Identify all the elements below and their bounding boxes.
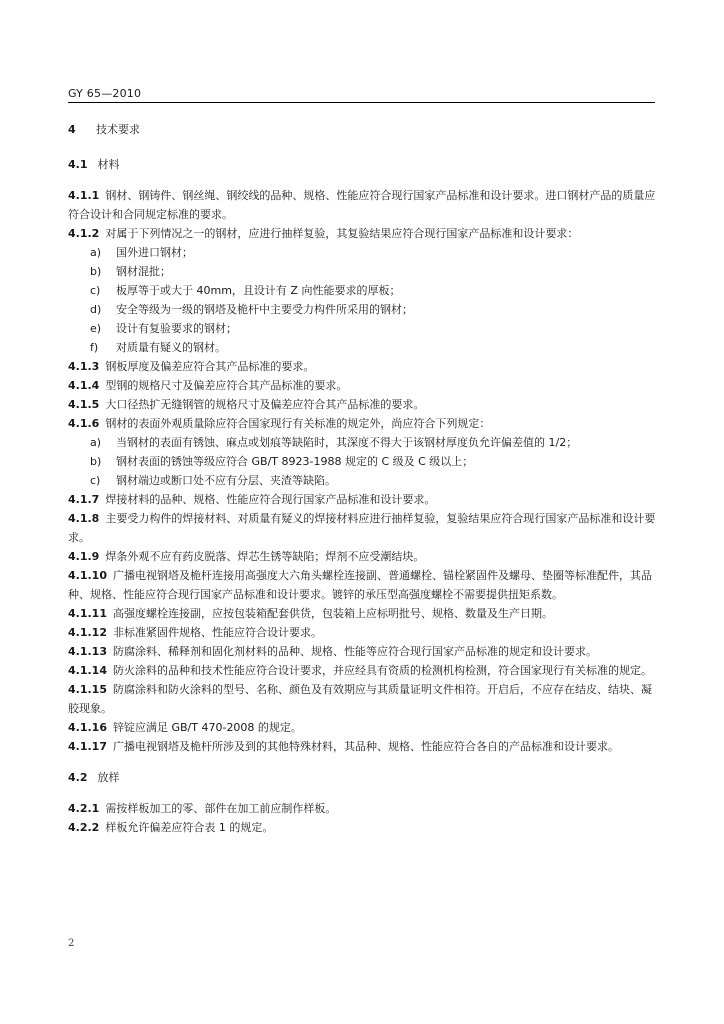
clause-4-1-5: 4.1.5 大口径热扩无缝钢管的规格尺寸及偏差应符合其产品标准的要求。 (68, 398, 425, 411)
list-item: c) 板厚等于或大于 40mm，且设计有 Z 向性能要求的厚板； (90, 284, 401, 297)
section-heading (68, 120, 658, 139)
list-item: e) 设计有复验要求的钢材； (90, 322, 237, 335)
clause-4-1-14: 4.1.14 防火涂料的品种和技术性能应符合设计要求，并应经具有资质的检测机构检测，符合国家现行有关标准的规定。 (68, 664, 652, 677)
clause-4-2-1: 4.2.1 需按样板加工的零、部件在加工前应制作样板。 (68, 802, 337, 815)
clause-4-1-13: 4.1.13 防腐涂料、稀释剂和固化剂材料的品种、规格、性能等应符合现行国家产品标准的规定和设计要求。 (68, 645, 597, 658)
subsection-number: 4.1 (68, 158, 88, 171)
subsection-heading (68, 155, 658, 174)
subsection-heading (68, 768, 658, 787)
list-item: b) 钢材混批； (90, 265, 171, 278)
list-item: a) 当钢材的表面有锈蚀、麻点或划痕等缺陷时，其深度不得大于该钢材厚度负允许偏差值的 1/2； (90, 436, 578, 449)
page-number: 2 (68, 938, 75, 949)
list-item: b) 钢材表面的锈蚀等级应符合 GB/T 8923-1988 规定的 C 级及 C 级以上； (90, 455, 474, 468)
clause-4-1-9: 4.1.9 焊条外观不应有药皮脱落、焊芯生锈等缺陷；焊剂不应受潮结块。 (68, 550, 425, 563)
clause-4-1-8: 4.1.8 主要受力构件的焊接材料、对质量有疑义的焊接材料应进行抽样复验，复验结果应符合现行国家产品标准和设计要求。 (68, 512, 656, 544)
clause-4-1-7: 4.1.7 焊接材料的品种、规格、性能应符合现行国家产品标准和设计要求。 (68, 493, 436, 506)
clause-4-1-17: 4.1.17 广播电视钢塔及桅杆所涉及到的其他特殊材料，其品种、规格、性能应符合各自的产品标准和设计要求。 (68, 740, 619, 753)
list-item: a) 国外进口钢材； (90, 246, 193, 259)
clause-4-1-1: 4.1.1 钢材、钢铸件、钢丝绳、钢绞线的品种、规格、性能应符合现行国家产品标准和设计要求。进口钢材产品的质量应符合设计和合同规定标准的要求。 (68, 189, 656, 221)
section-title: 技术要求 (96, 123, 140, 136)
clause-4-1-3: 4.1.3 钢板厚度及偏差应符合其产品标准的要求。 (68, 360, 315, 373)
clause-4-1-2: 4.1.2 对属于下列情况之一的钢材，应进行抽样复验，其复验结果应符合现行国家产品标准和设计要求： (68, 227, 579, 240)
list-item: f) 对质量有疑义的钢材。 (90, 341, 226, 354)
list-item: d) 安全等级为一级的钢塔及桅杆中主要受力构件所采用的钢材； (90, 303, 413, 316)
subsection-title: 材料 (97, 158, 120, 171)
document-body (68, 120, 658, 837)
clause-4-2-2: 4.2.2 样板允许偏差应符合表 1 的规定。 (68, 821, 274, 834)
clause-4-1-10: 4.1.10 广播电视钢塔及桅杆连接用高强度大六角头螺栓连接副、普通螺栓、锚栓紧固件及螺母、垫圈等标准配件，其品种、规格、性能应符合现行国家产品标准和设计要求。镀锌的承压型高强度螺栓不需要提供扭矩系数。 (68, 569, 652, 601)
clause-4-1-11: 4.1.11 高强度螺栓连接副，应按包装箱配套供货，包装箱上应标明批号、规格、数量及生产日期。 (68, 607, 553, 620)
subsection-number: 4.2 (68, 771, 88, 784)
list-item: c) 钢材端边或断口处不应有分层、夹渣等缺陷。 (90, 474, 336, 487)
header-rule (68, 102, 655, 103)
subsection-title: 放样 (97, 771, 120, 784)
clause-4-1-6: 4.1.6 钢材的表面外观质量除应符合国家现行有关标准的规定外，尚应符合下列规定： (68, 417, 491, 430)
clause-4-1-4: 4.1.4 型钢的规格尺寸及偏差应符合其产品标准的要求。 (68, 379, 348, 392)
standard-code: GY 65—2010 (68, 87, 142, 100)
clause-4-1-16: 4.1.16 锌锭应满足 GB/T 470-2008 的规定。 (68, 721, 302, 734)
section-number: 4 (68, 123, 76, 136)
clause-4-1-15: 4.1.15 防腐涂料和防火涂料的型号、名称、颜色及有效期应与其质量证明文件相符。开启后，不应存在结皮、结块、凝胶现象。 (68, 683, 652, 715)
clause-4-1-12: 4.1.12 非标准紧固件规格、性能应符合设计要求。 (68, 626, 322, 639)
